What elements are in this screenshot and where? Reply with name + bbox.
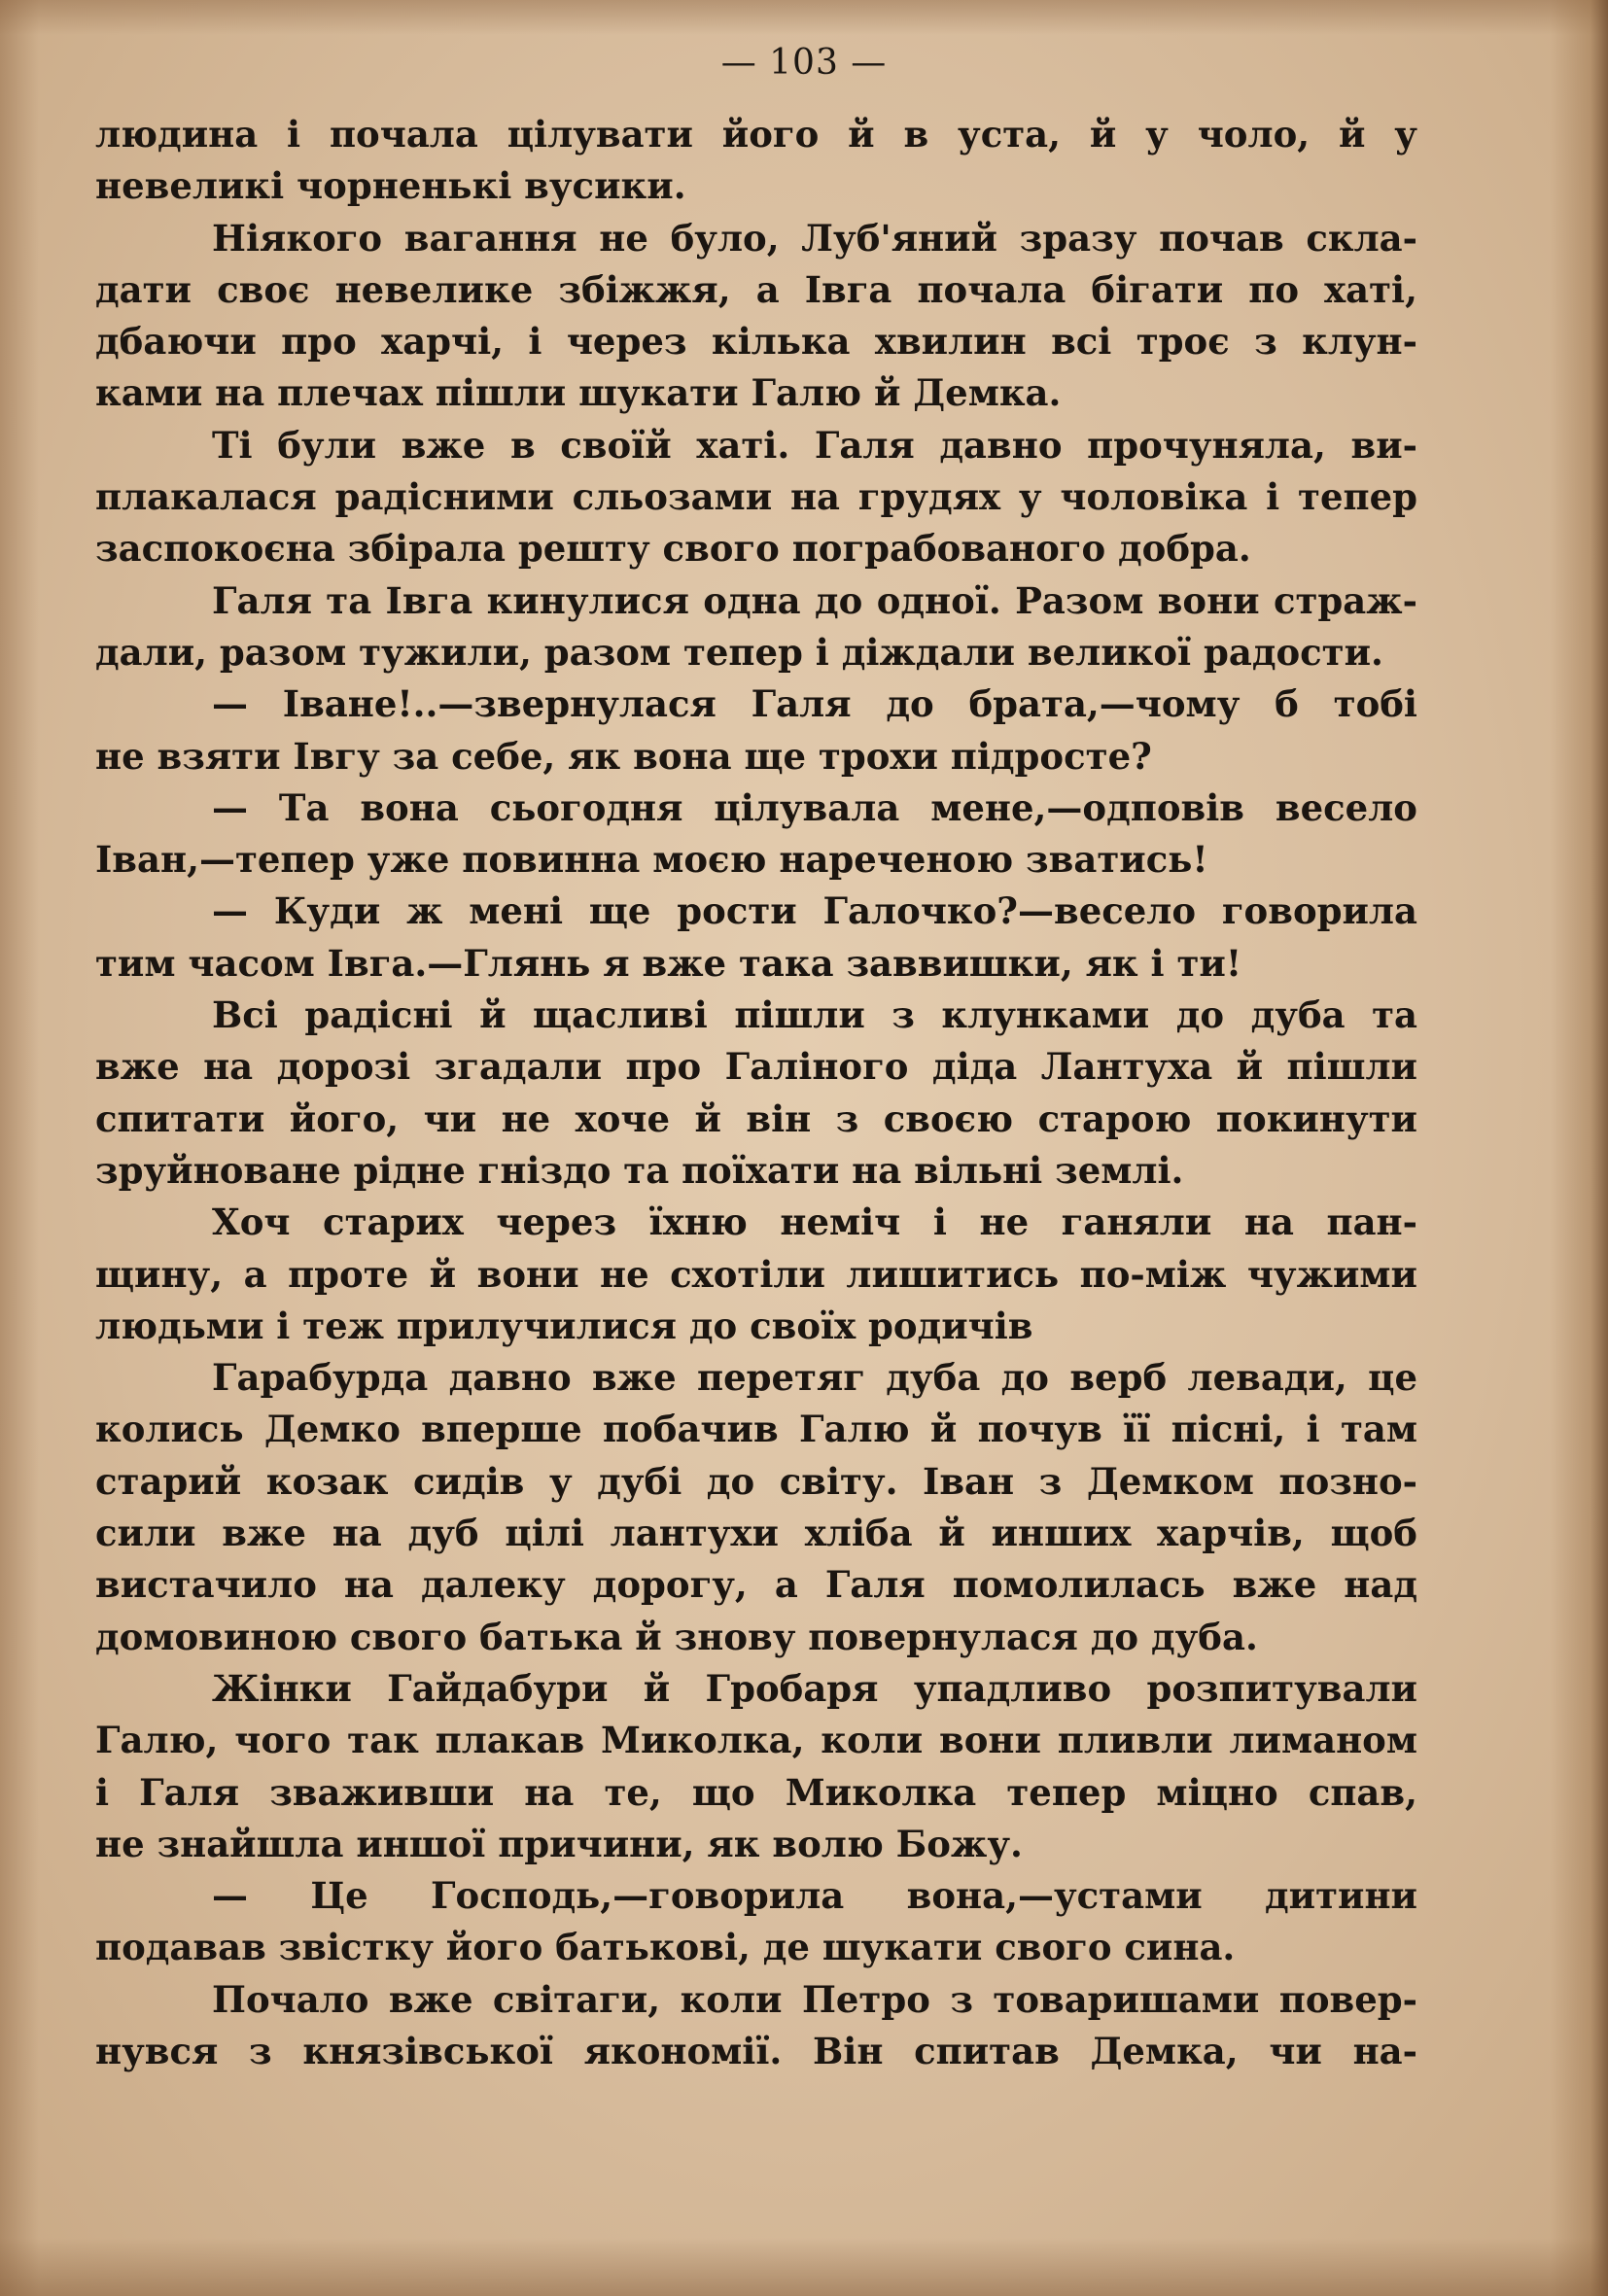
page-number: — 103 — [720, 43, 888, 83]
text-line: Ніякого вагання не було, Луб'яний зразу почав скла- [212, 216, 1417, 260]
text-line: дали, разом тужили, разом тепер і діждали великої радости. [95, 630, 1383, 674]
text-line: і Галя зваживши на те, що Миколка тепер міцно спав, [95, 1770, 1417, 1814]
text-line: дбаючи про харчі, і через кілька хвилин всі троє з клун- [95, 320, 1417, 364]
text-line: старий козак сидів у дубі до світу. Іван з Демком позно- [95, 1459, 1417, 1503]
text-line: не взяти Івгу за себе, як вона ще трохи підросте? [95, 734, 1152, 778]
text-line: дати своє невелике збіжжя, а Івга почала бігати по хаті, [95, 267, 1417, 311]
text-line: — Це Господь,—говорила вона,—устами дитини [212, 1874, 1417, 1918]
text-line: подавав звістку його батькові, де шукати свого сина. [95, 1926, 1236, 1969]
text-line: Галю, чого так плакав Миколка, коли вони пливли лиманом [95, 1719, 1417, 1762]
text-line: невеликі чорненькі вусики. [95, 164, 686, 208]
text-line: Почало вже світаги, коли Петро з товаришами повер- [212, 1977, 1417, 2021]
text-line: тим часом Івга.—Глянь я вже така заввишки, як і ти! [95, 941, 1242, 985]
text-line: Іван,—тепер уже повинна моєю нареченою зватись! [95, 838, 1208, 882]
text-line: Хоч старих через їхню неміч і не ганяли на пан- [212, 1200, 1417, 1244]
text-line: — Куди ж мені ще рости Галочко?—весело говорила [212, 889, 1417, 933]
text-line: вистачило на далеку дорогу, а Галя помолилась вже над [95, 1563, 1417, 1607]
text-line: людина і почала цілувати його й в уста, й у чоло, й у [95, 113, 1417, 156]
text-line: людьми і теж прилучилися до своїх родичів [95, 1304, 1033, 1347]
text-line: спитати його, чи не хоче й він з своєю старою покинути [95, 1096, 1417, 1140]
text-line: заспокоєна збірала решту свого пограбованого добра. [95, 527, 1251, 571]
text-line: вже на дорозі згадали про Галіного діда Лантуха й пішли [95, 1045, 1417, 1089]
text-line: ками на плечах пішли шукати Галю й Демка. [95, 371, 1062, 415]
text-line: Гарабурда давно вже перетяг дуба до верб левади, це [212, 1356, 1417, 1400]
text-line: плакалася радісними сльозами на грудях у чоловіка і тепер [95, 475, 1417, 519]
text-line: не знайшла иншої причини, як волю Божу. [95, 1822, 1023, 1865]
text-line: щину, а проте й вони не схотіли лишитись по-між чужими [95, 1252, 1417, 1296]
text-line: Галя та Івга кинулися одна до одної. Разом вони страж- [212, 578, 1417, 622]
text-line: нувся з князівської якономії. Він спитав Демка, чи на- [95, 2029, 1417, 2072]
text-line: — Іване!..—звернулася Галя до брата,—чому б тобі [212, 682, 1417, 726]
body-text [95, 109, 1417, 2077]
page-edge-shading-right [1550, 0, 1608, 2296]
text-line: домовиною свого батька й знову повернулася до дуба. [95, 1615, 1258, 1658]
page-edge-shading-top [0, 0, 1608, 35]
text-line: Жінки Гайдабури й Гробаря упадливо розпитували [212, 1666, 1417, 1710]
text-line: колись Демко вперше побачив Галю й почув її пісні, і там [95, 1408, 1417, 1451]
text-line: сили вже на дуб цілі лантухи хліба й инших харчів, щоб [95, 1512, 1417, 1555]
text-line: зруйноване рідне гніздо та поїхати на вільні землі. [95, 1148, 1184, 1192]
text-line: Всі радісні й щасливі пішли з клунками до дуба та [212, 993, 1417, 1037]
page-edge-shading-bottom [0, 2238, 1608, 2296]
page-edge-shading-left [0, 0, 39, 2296]
text-line: Ті були вже в своїй хаті. Галя давно прочуняла, ви- [212, 423, 1417, 467]
text-line: — Та вона сьогодня цілувала мене,—одповів весело [212, 785, 1417, 829]
